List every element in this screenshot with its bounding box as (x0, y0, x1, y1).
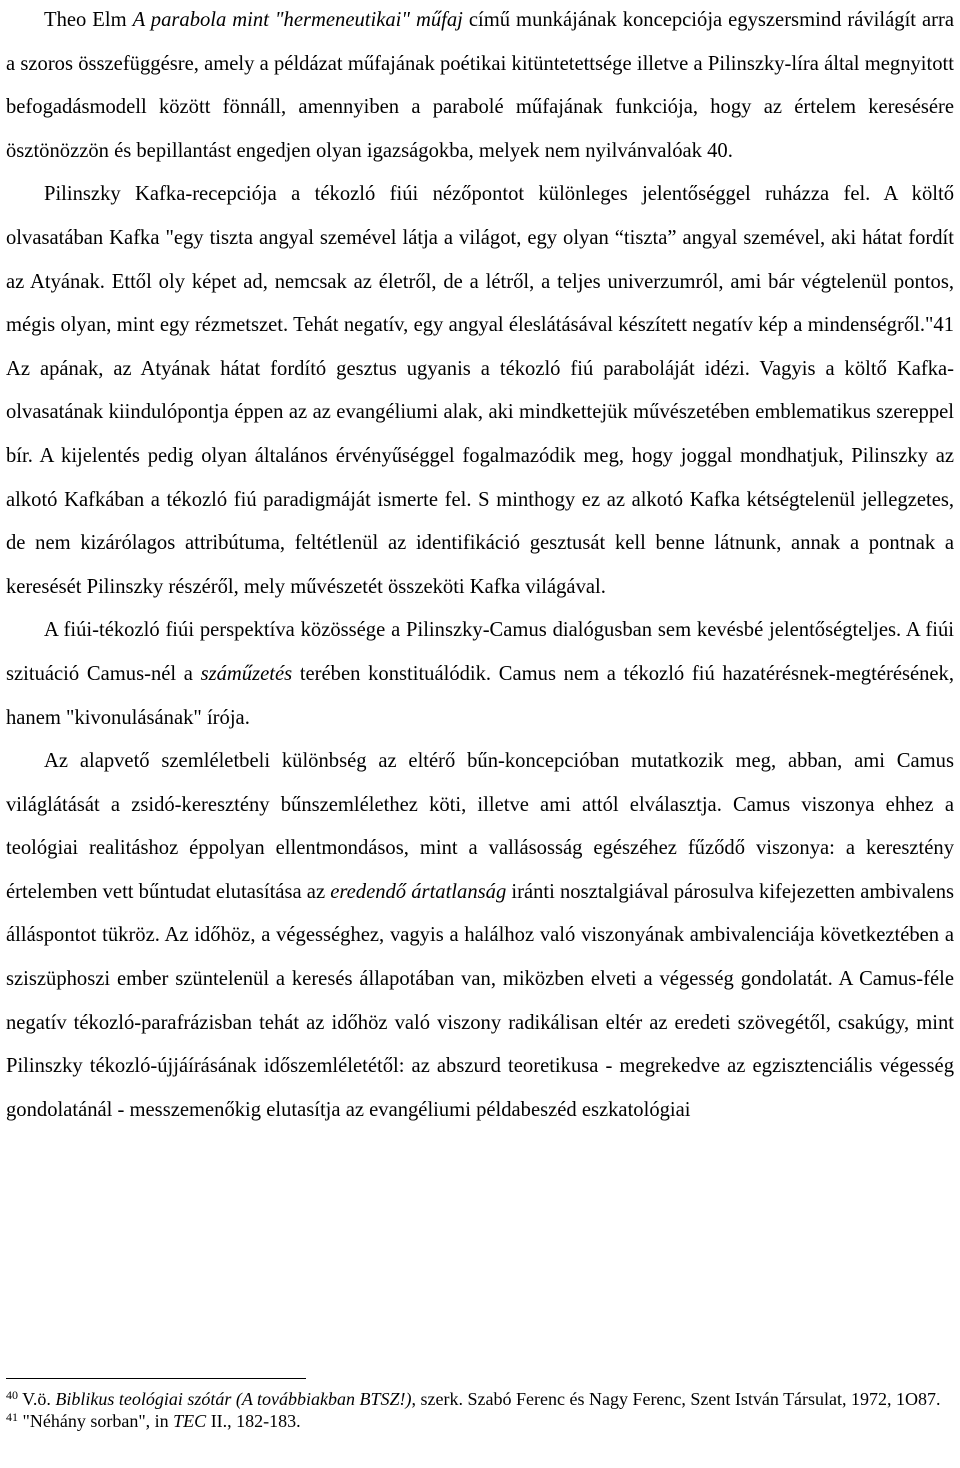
italic-text: A parabola mint "hermeneutikai" műfaj (132, 9, 463, 31)
italic-text: száműzetés (200, 662, 293, 685)
paragraph (6, 0, 954, 173)
paragraph (6, 609, 954, 740)
text-segment: , szerk. Szabó Ferenc és Nagy Ferenc, Szent István Társulat, 1972, 1O87. (411, 1389, 941, 1409)
text-segment: II., 182-183. (206, 1411, 301, 1431)
text-segment: terében konstituálódik. Camus nem a tékozló fiú hazatérésnek-megtérésének, hanem "kivonulásának" írója. (6, 662, 954, 729)
document-body (6, 0, 954, 1132)
text-segment: Theo Elm (44, 9, 133, 31)
paragraph (6, 740, 954, 1132)
text-segment: A fiúi-tékozló fiúi perspektíva közössége a Pilinszky-Camus dialógusban sem kevésbé jelentőségteljes. A fiúi szituáció Camus-nél a (6, 619, 954, 685)
text-segment: iránti nosztalgiával párosulva kifejezetten ambivalens álláspontot tükröz. Az időhöz, a végességhez, vagyis a halálhoz való viszonyának ambivalenciája következtében a sziszüphoszi ember szüntelenül a keresés állapotában van, miközben elveti a végesség gondolatát. A Camus-féle negatív tékozló-parafrázisban tehát az időhöz való viszony radikálisan eltér az eredeti szövegétől, csakúgy, mint Pilinszky tékozló-újjáírásának időszemléletétől: az abszurd teoretikusa - megrekedve az egzisztenciális végesség gondolatánál - messzemenőkig elutasítja az evangéliumi példabeszéd eszkatológiai (6, 880, 955, 1121)
text-segment: című munkájának koncepciója egyszersmind rávilágít arra a szoros összefüggésre, amely a példázat műfajának poétikai kitüntetettsége illetve a Pilinszky-líra által megnyitott befogadásmodell között fönnáll, amennyiben a parabolé műfajának funkciója, hogy az értelem keresésére ösztönözzön és bepillantást engedjen olyan igazságokba, melyek nem nyilvánvalóak 40. (6, 9, 954, 162)
italic-text: TEC (173, 1411, 207, 1431)
paragraph (6, 173, 954, 609)
text-segment: "Néhány sorban", in (18, 1411, 174, 1431)
footnote-number: 41 (6, 1410, 18, 1424)
footnote (6, 1388, 954, 1410)
italic-text: Biblikus teológiai szótár (A továbbiakban BTSZ!) (55, 1389, 412, 1409)
italic-text: eredendő ártatlanság (330, 880, 507, 903)
text-segment: Pilinszky Kafka-recepciója a tékozló fiúi nézőpontot különleges jelentőséggel ruházza fel. A költő olvasatában Kafka "egy tiszta angyal szemével látja a világot, egy olyan “tiszta” angyal szemével, aki hátat fordít az Atyának. Ettől oly képet ad, nemcsak az életről, de a létről, a teljes univerzumról, ami bár végtelenül pontos, mégis olyan, mint egy rézmetszet. Tehát negatív, egy angyal éleslátásával készített negatív kép a mindenségről."41 Az apának, az Atyának hátat fordító gesztus ugyanis a tékozló fiú paraboláját idézi. Vagyis a költő Kafka-olvasatának kiindulópontja éppen az az evangéliumi alak, aki mindkettejük művészetében emblematikus szereppel bír. A kijelentés pedig olyan általános érvényűséggel fogalmazódik meg, hogy joggal mondhatjuk, Pilinszky az alkotó Kafkában a tékozló fiú paradigmáját ismerte fel. S minthogy ez az alkotó Kafka kétségtelenül jellegzetes, de nem kizárólagos attribútuma, feltétlenül az identifikáció gesztusát kell benne látnunk, annak a pontnak a keresését Pilinszky részéről, mely művészetét összeköti Kafka világával. (6, 183, 954, 598)
footnote-separator (6, 1378, 306, 1379)
footnote-number: 40 (6, 1388, 18, 1402)
footnotes (6, 1388, 954, 1432)
text-segment: V.ö. (18, 1389, 56, 1409)
text-segment: Az alapvető szemléletbeli különbség az eltérő bűn-koncepcióban mutatkozik meg, abban, ami Camus világlátását a zsidó-keresztény bűnszemlélethez köti, illetve ami attól elválasztja. Camus viszonya ehhez a teológiai realitáshoz éppolyan ellentmondásos, mint a vallásosság egészéhez fűződő viszonya: a keresztény értelemben vett bűntudat elutasítása az (6, 750, 954, 903)
footnote (6, 1410, 954, 1432)
